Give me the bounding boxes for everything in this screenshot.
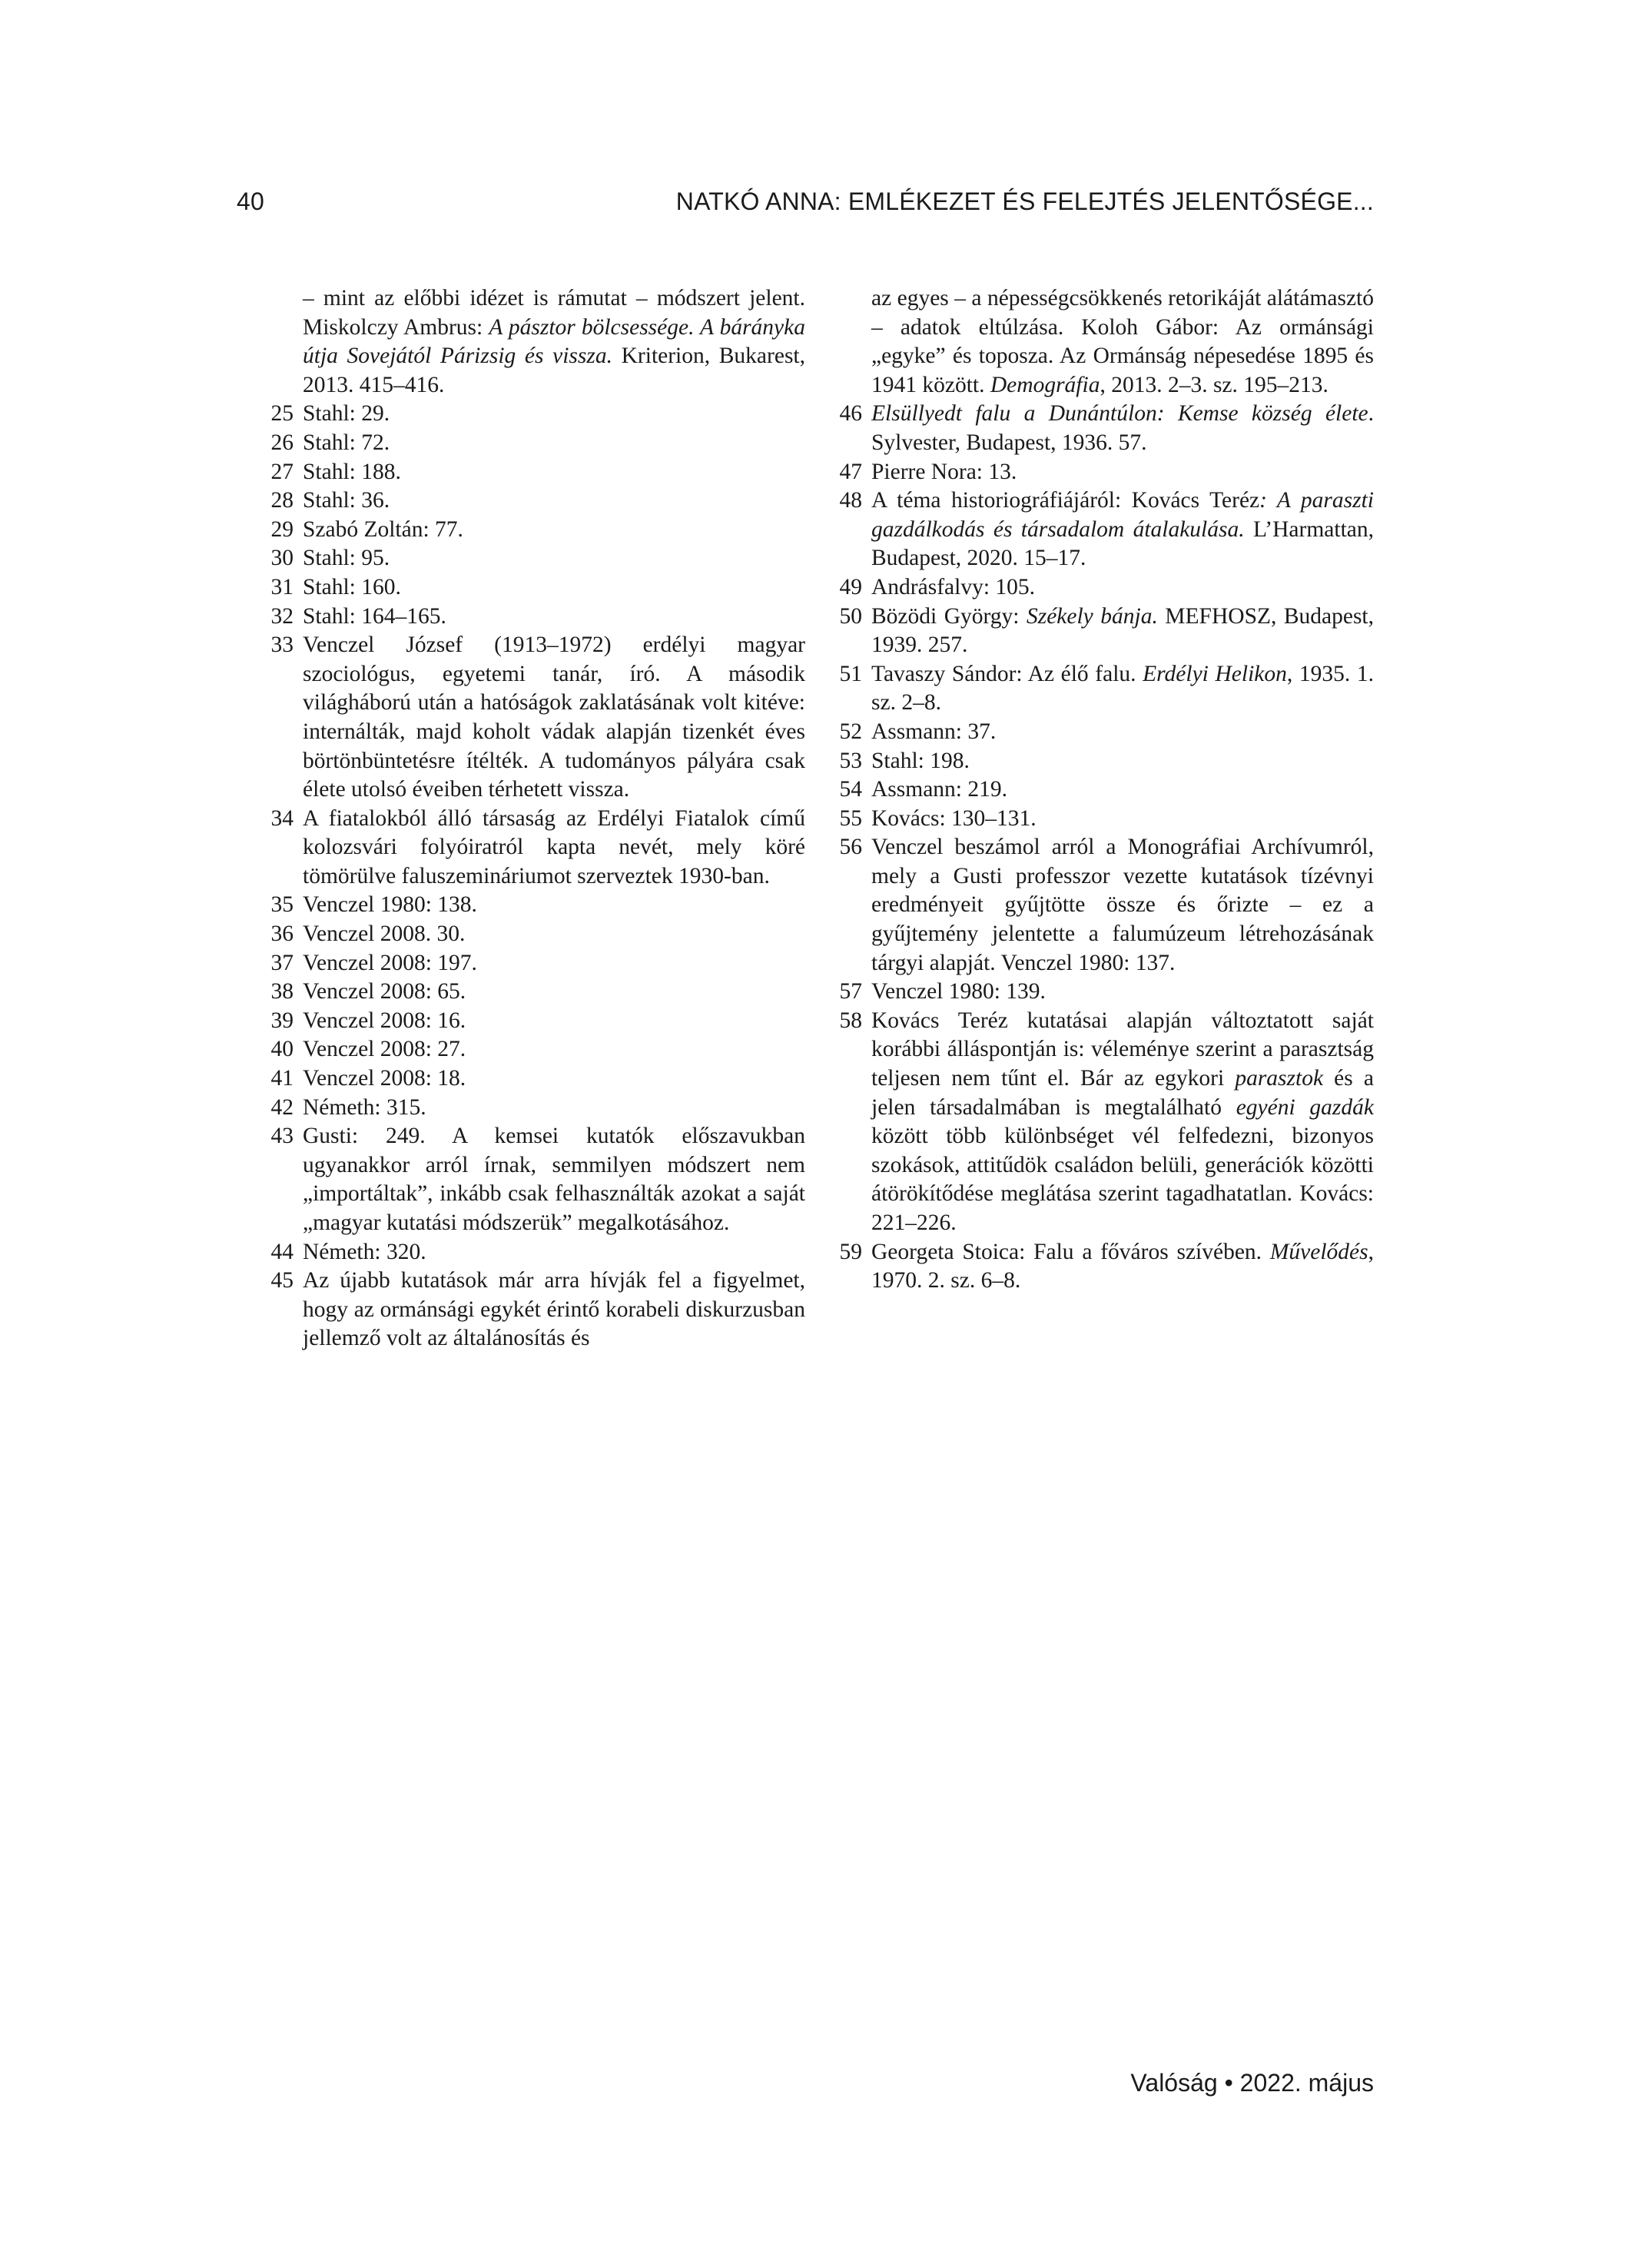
endnote-text xyxy=(303,1238,805,1267)
text-run: Bözödi György: xyxy=(871,603,1027,629)
text-run: Assmann: 219. xyxy=(871,777,1007,802)
endnote-text xyxy=(871,805,1374,834)
endnote-text xyxy=(303,1122,805,1237)
text-run: Németh: 315. xyxy=(303,1094,426,1120)
endnote-text xyxy=(303,573,805,603)
endnote-text xyxy=(871,833,1374,978)
text-run: Georgeta Stoica: Falu a főváros szívében. xyxy=(871,1239,1270,1264)
endnote xyxy=(805,718,1374,747)
endnote-number: 46 xyxy=(839,401,862,427)
endnote xyxy=(237,400,805,429)
endnote-text xyxy=(303,544,805,573)
text-run: között több különbséget vél felfedezni, bizonyos szokások, attitűdök családon belüli, generációk közötti átörökítődése meglátása szerint tagadhatatlan. Kovács: 221–226. xyxy=(871,1124,1374,1235)
text-run: Stahl: 72. xyxy=(303,430,390,455)
text-run: Kovács: 130–131. xyxy=(871,805,1037,831)
text-run: Venczel 2008: 65. xyxy=(303,979,466,1004)
text-run: Venczel 2008: 18. xyxy=(303,1066,466,1091)
endnote-number: 45 xyxy=(270,1268,294,1293)
text-run: Venczel 1980: 138. xyxy=(303,892,477,918)
text-run: Andrásfalvy: 105. xyxy=(871,574,1036,599)
running-title: NATKÓ ANNA: EMLÉKEZET ÉS FELEJTÉS JELENTŐSÉGE... xyxy=(675,188,1374,215)
endnote-text xyxy=(303,631,805,805)
italic-title: Székely bánja. xyxy=(1026,603,1158,629)
text-run: A fiatalokból álló társaság az Erdélyi Fiatalok című kolozsvári folyóiratról kapta nevét, mely köré tömörülve faluszemináriumot szerveztek 1930-ban. xyxy=(303,805,805,888)
endnote xyxy=(237,1064,805,1094)
text-run: Gusti: 249. A kemsei kutatók előszavukban ugyanakkor arról írnak, semmilyen módszert nem „importáltak”, inkább csak felhasználták azokat a saját „magyar kutatási módszerük” megalkotásához. xyxy=(303,1124,805,1235)
text-run: , 1970. 2. sz. 6–8. xyxy=(871,1239,1374,1293)
endnote xyxy=(805,978,1374,1007)
italic-title: Elsüllyedt falu a Dunántúlon: Kemse község élete xyxy=(871,401,1368,427)
text-run: Venczel 1980: 139. xyxy=(871,979,1046,1004)
text-run: , 1935. 1. sz. 2–8. xyxy=(871,661,1375,716)
text-run: Stahl: 198. xyxy=(871,748,970,773)
endnote xyxy=(237,1122,805,1237)
endnote xyxy=(237,891,805,920)
endnote-text xyxy=(871,747,1374,776)
endnote xyxy=(805,833,1374,978)
endnote xyxy=(805,573,1374,603)
endnote-text xyxy=(303,920,805,949)
endnote xyxy=(805,400,1374,457)
endnote-number: 59 xyxy=(839,1239,862,1264)
text-run: Assmann: 37. xyxy=(871,719,997,744)
text-run: MEFHOSZ, Budapest, 1939. 257. xyxy=(871,603,1375,658)
italic-title: Demográfia xyxy=(990,372,1100,397)
text-run: Venczel 2008: 197. xyxy=(303,950,477,975)
endnote-number: 40 xyxy=(270,1037,294,1062)
endnote-number: 51 xyxy=(839,661,862,686)
endnote-number: 28 xyxy=(270,488,294,513)
endnote xyxy=(237,805,805,892)
notes-column-right xyxy=(805,284,1374,1296)
endnote xyxy=(237,429,805,458)
endnote xyxy=(805,805,1374,834)
endnote-number: 39 xyxy=(270,1008,294,1033)
endnote-number: 58 xyxy=(839,1008,862,1033)
endnote-text xyxy=(303,1035,805,1064)
endnote xyxy=(805,747,1374,776)
text-run: A téma historiográfiájáról: Kovács Teréz xyxy=(871,488,1260,513)
endnote-number: 52 xyxy=(839,719,862,744)
endnote xyxy=(237,1267,805,1353)
endnote-text xyxy=(303,1007,805,1036)
endnote-number: 55 xyxy=(839,805,862,831)
endnote-text xyxy=(303,949,805,978)
endnote-number: 30 xyxy=(270,546,294,571)
endnote-text xyxy=(871,400,1374,457)
italic-title: egyéni gazdák xyxy=(1236,1094,1374,1120)
text-run: Venczel beszámol arról a Monográfiai Archívumról, mely a Gusti professzor vezette kutatások tízévnyi eredményeit gyűjtötte össze és őrizte – ez a gyűjtemény jelentette a falumúzeum létrehozásának tárgyi alapját. Venczel 1980: 137. xyxy=(871,835,1374,975)
endnote-number: 49 xyxy=(839,574,862,599)
text-run: Szabó Zoltán: 77. xyxy=(303,516,463,542)
endnote-text xyxy=(303,458,805,487)
notes-column-left xyxy=(237,284,805,1353)
text-run: – mint az előbbi idézet is rámutat – módszert jelent. Miskolczy Ambrus: xyxy=(303,286,805,340)
text-run: Venczel 2008. 30. xyxy=(303,921,466,947)
endnote-text xyxy=(871,486,1374,573)
text-run: Tavaszy Sándor: Az élő falu. xyxy=(871,661,1143,686)
endnote-number: 50 xyxy=(839,603,862,629)
text-run: az egyes – a népességcsökkenés retorikáját alátámasztó – adatok eltúlzása. Koloh Gábor: Az ormánsági „egyke” és toposza. Az Ormánság népesedése 1895 és 1941 között. xyxy=(871,286,1374,397)
endnote-text xyxy=(871,775,1374,805)
text-run: Stahl: 164–165. xyxy=(303,603,446,629)
text-run: Stahl: 188. xyxy=(303,459,401,484)
endnote-text xyxy=(303,1094,805,1123)
text-run: Venczel József (1913–1972) erdélyi magyar szociológus, egyetemi tanár, író. A második világháború után a hatóságok zaklatásának volt kitéve: internálták, majd koholt vádak alapján tizenkét éves börtönbüntetésre ítélték. A tudományos pályára csak élete utolsó éveiben térhetett vissza. xyxy=(303,633,805,802)
endnote-text xyxy=(871,573,1374,603)
endnote-text xyxy=(303,284,805,400)
endnote xyxy=(805,1007,1374,1238)
endnote-number: 42 xyxy=(270,1094,294,1120)
endnote-number: 29 xyxy=(270,516,294,542)
endnote xyxy=(805,660,1374,718)
endnote xyxy=(237,920,805,949)
journal-footer: Valóság • 2022. május xyxy=(1130,2069,1374,2097)
endnote-number: 44 xyxy=(270,1239,294,1264)
endnote xyxy=(237,1035,805,1064)
text-run: . Sylvester, Budapest, 1936. 57. xyxy=(871,401,1374,455)
endnote xyxy=(237,486,805,516)
endnote-number: 57 xyxy=(839,979,862,1004)
endnote-text xyxy=(303,429,805,458)
endnote-text xyxy=(871,660,1374,718)
endnote-text xyxy=(871,978,1374,1007)
endnote xyxy=(237,949,805,978)
endnote xyxy=(237,978,805,1007)
endnote-number: 53 xyxy=(839,748,862,773)
endnote xyxy=(805,775,1374,805)
endnote xyxy=(237,631,805,805)
text-run: Stahl: 36. xyxy=(303,488,390,513)
endnote-text xyxy=(303,400,805,429)
running-header xyxy=(237,188,1374,216)
text-run: Venczel 2008: 16. xyxy=(303,1008,466,1033)
text-run: Kovács Teréz kutatásai alapján változtatott saját korábbi álláspontján is: véleménye szerint a parasztság teljesen nem tűnt el. Bár az egykori xyxy=(871,1008,1374,1091)
text-run: Pierre Nora: 13. xyxy=(871,459,1017,484)
endnote-text xyxy=(303,1267,805,1353)
endnote xyxy=(237,1007,805,1036)
page-number: 40 xyxy=(237,188,264,215)
text-run: Stahl: 160. xyxy=(303,574,401,599)
italic-title: Erdélyi Helikon xyxy=(1143,661,1287,686)
endnote-text xyxy=(303,486,805,516)
endnote xyxy=(805,486,1374,573)
endnote-number: 47 xyxy=(839,459,862,484)
endnote-text xyxy=(303,978,805,1007)
text-run: Venczel 2008: 27. xyxy=(303,1037,466,1062)
endnote-text xyxy=(303,516,805,545)
text-run: Kriterion, Bukarest, 2013. 415–416. xyxy=(303,344,805,397)
text-run: , 2013. 2–3. sz. 195–213. xyxy=(1100,372,1328,397)
italic-title: Művelődés xyxy=(1269,1239,1368,1264)
italic-title: parasztok xyxy=(1235,1066,1324,1091)
endnote-number: 35 xyxy=(270,892,294,918)
endnote xyxy=(237,573,805,603)
text-run: L’Harmattan, Budapest, 2020. 15–17. xyxy=(871,516,1374,571)
endnote-text xyxy=(871,718,1374,747)
endnote-number: 26 xyxy=(270,430,294,455)
endnote-text xyxy=(871,603,1374,660)
endnote xyxy=(237,603,805,632)
endnote-text xyxy=(871,1007,1374,1238)
endnote-number: 38 xyxy=(270,979,294,1004)
endnote-number: 25 xyxy=(270,401,294,427)
endnote-text xyxy=(303,603,805,632)
text-run: Stahl: 95. xyxy=(303,546,390,571)
endnote xyxy=(805,603,1374,660)
endnote-text xyxy=(871,284,1374,400)
endnote-text xyxy=(303,891,805,920)
endnote xyxy=(805,458,1374,487)
text-run: Stahl: 29. xyxy=(303,401,390,427)
endnote-number: 36 xyxy=(270,921,294,947)
text-run: és a jelen társadalmában is megtalálható xyxy=(871,1066,1374,1120)
endnote-number: 48 xyxy=(839,488,862,513)
endnote xyxy=(805,1238,1374,1296)
endnote-number: 56 xyxy=(839,835,862,860)
endnote-number: 32 xyxy=(270,603,294,629)
endnote-text xyxy=(871,458,1374,487)
endnote-number: 34 xyxy=(270,805,294,831)
endnote-number: 31 xyxy=(270,574,294,599)
endnote-number: 41 xyxy=(270,1066,294,1091)
endnote-text xyxy=(871,1238,1374,1296)
text-run: Németh: 320. xyxy=(303,1239,426,1264)
endnote-number: 54 xyxy=(839,777,862,802)
endnote xyxy=(237,284,805,400)
endnote xyxy=(237,458,805,487)
endnote-number: 33 xyxy=(270,633,294,658)
endnote-text xyxy=(303,1064,805,1094)
endnote-number: 37 xyxy=(270,950,294,975)
text-run: Az újabb kutatások már arra hívják fel a figyelmet, hogy az ormánsági egykét érintő korabeli diskurzusban jellemző volt az általánosítás és xyxy=(303,1268,805,1351)
endnote xyxy=(237,516,805,545)
endnote xyxy=(237,1238,805,1267)
endnote xyxy=(237,544,805,573)
italic-title: A pásztor bölcsessége. A bárányka útja Sovejától Párizsig és vissza. xyxy=(303,314,805,369)
endnote-text xyxy=(303,805,805,892)
endnote xyxy=(237,1094,805,1123)
italic-title: : A paraszti gazdálkodás és társadalom átalakulása. xyxy=(871,488,1374,542)
endnote xyxy=(805,284,1374,400)
endnote-number: 27 xyxy=(270,459,294,484)
endnote-number: 43 xyxy=(270,1124,294,1149)
